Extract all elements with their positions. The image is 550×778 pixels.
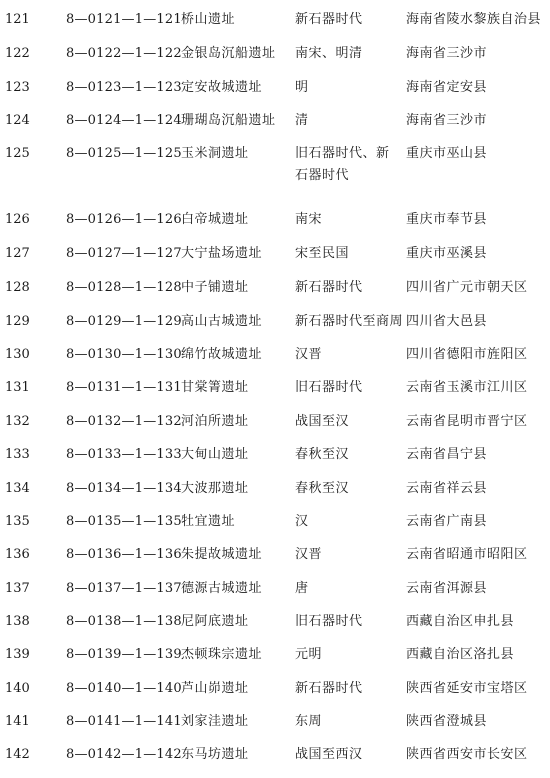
row-number: 138	[5, 614, 30, 629]
row-number: 135	[5, 514, 30, 529]
site-era: 东周	[295, 714, 323, 729]
site-code: 8—0127—1—127	[66, 246, 182, 261]
site-era: 旧石器时代、新	[295, 146, 390, 161]
site-location: 陕西省澄城县	[406, 714, 488, 729]
table-row	[0, 311, 550, 333]
row-number: 136	[5, 547, 30, 562]
site-location: 云南省昆明市晋宁区	[406, 414, 528, 429]
table-row	[0, 711, 550, 733]
site-location: 海南省陵水黎族自治县	[406, 12, 542, 27]
site-name: 玉米洞遗址	[181, 146, 249, 161]
site-era: 唐	[295, 581, 309, 596]
site-location: 四川省大邑县	[406, 314, 488, 329]
site-name: 绵竹故城遗址	[181, 347, 263, 362]
table-row	[0, 478, 550, 500]
table-row	[0, 209, 550, 231]
table-row	[0, 9, 550, 31]
site-era: 南宋、明清	[295, 46, 363, 61]
site-name: 甘棠箐遗址	[181, 380, 249, 395]
site-code: 8—0123—1—123	[66, 80, 182, 95]
site-name: 杰顿珠宗遗址	[181, 647, 263, 662]
site-name: 尼阿底遗址	[181, 614, 249, 629]
site-name: 大宁盐场遗址	[181, 246, 263, 261]
site-location: 西藏自治区洛扎县	[406, 647, 515, 662]
row-number: 126	[5, 212, 30, 227]
site-name: 高山古城遗址	[181, 314, 263, 329]
site-location: 陕西省延安市宝塔区	[406, 681, 528, 696]
site-name: 珊瑚岛沉船遗址	[181, 113, 276, 128]
table-row	[0, 444, 550, 466]
site-era: 春秋至汉	[295, 447, 350, 462]
site-code: 8—0137—1—137	[66, 581, 182, 596]
site-code: 8—0141—1—141	[66, 714, 182, 729]
site-name: 桥山遗址	[181, 12, 236, 27]
row-number: 133	[5, 447, 30, 462]
site-name: 大波那遗址	[181, 481, 249, 496]
site-name: 刘家洼遗址	[181, 714, 249, 729]
site-era: 战国至汉	[295, 414, 350, 429]
site-era: 清	[295, 113, 309, 128]
table-row	[0, 243, 550, 265]
site-code: 8—0121—1—121	[66, 12, 182, 27]
site-location: 云南省祥云县	[406, 481, 488, 496]
site-code: 8—0132—1—132	[66, 414, 182, 429]
site-era: 旧石器时代	[295, 380, 363, 395]
table-row	[0, 611, 550, 633]
table-row	[0, 644, 550, 666]
site-name: 定安故城遗址	[181, 80, 263, 95]
site-era: 春秋至汉	[295, 481, 350, 496]
row-number: 121	[5, 12, 30, 27]
row-number: 124	[5, 113, 30, 128]
site-location: 四川省德阳市旌阳区	[406, 347, 528, 362]
site-name: 白帝城遗址	[181, 212, 249, 227]
site-location: 海南省定安县	[406, 80, 488, 95]
site-location: 云南省广南县	[406, 514, 488, 529]
site-era: 汉	[295, 514, 309, 529]
site-era: 明	[295, 80, 309, 95]
row-number: 130	[5, 347, 30, 362]
site-code: 8—0135—1—135	[66, 514, 182, 529]
site-name: 东马坊遗址	[181, 747, 249, 762]
site-era-line2: 石器时代	[295, 168, 350, 183]
table-row	[0, 77, 550, 99]
row-number: 122	[5, 46, 30, 61]
site-code: 8—0122—1—122	[66, 46, 182, 61]
site-location: 重庆市巫山县	[406, 146, 488, 161]
row-number: 139	[5, 647, 30, 662]
site-era: 战国至西汉	[295, 747, 363, 762]
table-row	[0, 511, 550, 533]
site-code: 8—0139—1—139	[66, 647, 182, 662]
row-number: 141	[5, 714, 30, 729]
site-era: 新石器时代	[295, 12, 363, 27]
table-row	[0, 411, 550, 433]
row-number: 129	[5, 314, 30, 329]
site-location: 西藏自治区申扎县	[406, 614, 515, 629]
site-code: 8—0124—1—124	[66, 113, 182, 128]
site-code: 8—0128—1—128	[66, 280, 182, 295]
row-number: 131	[5, 380, 30, 395]
row-number: 140	[5, 681, 30, 696]
table-row	[0, 377, 550, 399]
table-row	[0, 578, 550, 600]
site-era: 元明	[295, 647, 323, 662]
site-code: 8—0129—1—129	[66, 314, 182, 329]
site-code: 8—0136—1—136	[66, 547, 182, 562]
site-era: 新石器时代	[295, 280, 363, 295]
row-number: 132	[5, 414, 30, 429]
row-number: 128	[5, 280, 30, 295]
row-number: 137	[5, 581, 30, 596]
site-code: 8—0125—1—125	[66, 146, 182, 161]
site-location: 陕西省西安市长安区	[406, 747, 528, 762]
site-name: 芦山峁遗址	[181, 681, 249, 696]
table-row	[0, 43, 550, 65]
site-location: 海南省三沙市	[406, 113, 488, 128]
site-era: 新石器时代至商周	[295, 314, 404, 329]
site-era: 新石器时代	[295, 681, 363, 696]
site-location: 云南省昭通市昭阳区	[406, 547, 528, 562]
site-name: 牡宜遗址	[181, 514, 236, 529]
site-name: 河泊所遗址	[181, 414, 249, 429]
table-row	[0, 344, 550, 366]
site-code: 8—0130—1—130	[66, 347, 182, 362]
site-location: 重庆市奉节县	[406, 212, 488, 227]
row-number: 134	[5, 481, 30, 496]
site-location: 云南省玉溪市江川区	[406, 380, 528, 395]
site-code: 8—0133—1—133	[66, 447, 182, 462]
site-code: 8—0140—1—140	[66, 681, 182, 696]
site-era: 南宋	[295, 212, 323, 227]
site-era: 宋至民国	[295, 246, 350, 261]
table-row	[0, 544, 550, 566]
site-location: 四川省广元市朝天区	[406, 280, 528, 295]
row-number: 142	[5, 747, 30, 762]
table-row	[0, 744, 550, 766]
site-code: 8—0142—1—142	[66, 747, 182, 762]
table-row	[0, 678, 550, 700]
site-name: 金银岛沉船遗址	[181, 46, 276, 61]
site-location: 云南省洱源县	[406, 581, 488, 596]
site-name: 朱提故城遗址	[181, 547, 263, 562]
site-location: 海南省三沙市	[406, 46, 488, 61]
site-location: 云南省昌宁县	[406, 447, 488, 462]
row-number: 125	[5, 146, 30, 161]
site-code: 8—0126—1—126	[66, 212, 182, 227]
row-number: 123	[5, 80, 30, 95]
site-code: 8—0131—1—131	[66, 380, 182, 395]
site-name: 中子铺遗址	[181, 280, 249, 295]
site-code: 8—0138—1—138	[66, 614, 182, 629]
site-era: 汉晋	[295, 347, 323, 362]
row-number: 127	[5, 246, 30, 261]
site-name: 大甸山遗址	[181, 447, 249, 462]
site-code: 8—0134—1—134	[66, 481, 182, 496]
table-row	[0, 143, 550, 183]
site-era: 汉晋	[295, 547, 323, 562]
table-row	[0, 277, 550, 299]
table-row	[0, 110, 550, 132]
site-location: 重庆市巫溪县	[406, 246, 488, 261]
site-era: 旧石器时代	[295, 614, 363, 629]
site-name: 德源古城遗址	[181, 581, 263, 596]
